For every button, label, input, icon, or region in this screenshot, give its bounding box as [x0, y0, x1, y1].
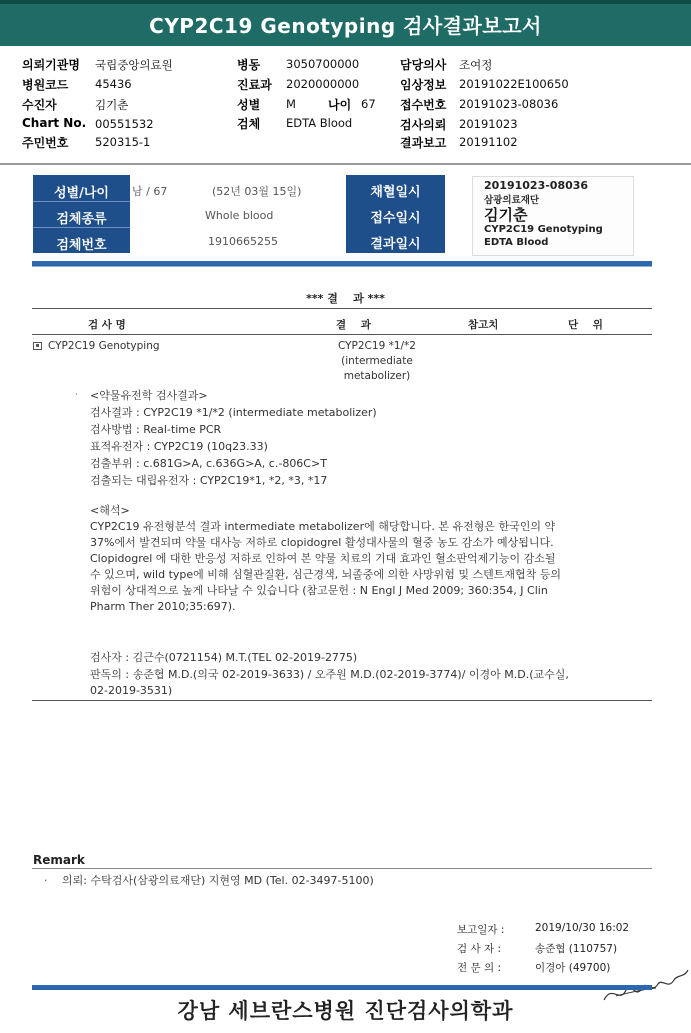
pharmaco-line: 검사방법 : Real-time PCR: [90, 423, 222, 436]
header-value-request-date: 20191023: [459, 117, 518, 131]
header-value-report-date: 20191102: [459, 135, 518, 149]
header-value-institution: 국립중앙의료원: [95, 58, 173, 72]
header-label-sex: 성별: [237, 98, 261, 112]
row-result-line2: (intermediate: [341, 355, 413, 367]
label-specimen-no: 검체번호: [56, 238, 107, 253]
remark-heading: Remark: [33, 853, 85, 867]
header-label-department: 진료과: [237, 78, 272, 92]
label-card-patient-name: 김기춘: [484, 206, 528, 224]
blue-stripe-thin: [32, 266, 652, 267]
interpretation-line: 수 있으며, wild type에 비해 심혈관질환, 심근경색, 뇌졸중에 의한 사망위험 및 스텐트재협착 등의: [90, 568, 562, 581]
staff-technician: 검사자 : 김근수(0721154) M.T.(TEL 02-2019-2775): [90, 651, 358, 664]
label-card-test-name: CYP2C19 Genotyping: [484, 224, 603, 235]
header-label-resident-no: 주민번호: [22, 136, 69, 150]
header-label-doctor: 담당의사: [400, 58, 447, 72]
header-value-ward: 3050700000: [286, 57, 360, 71]
report-title: CYP2C19 Genotyping 검사결과보고서: [149, 14, 542, 38]
label-receipt-datetime: 접수일시: [370, 211, 421, 226]
label-specimen-type: 검체종류: [56, 212, 107, 227]
header-label-report-date: 결과보고: [400, 136, 447, 150]
label-card-receipt-no: 20191023-08036: [484, 179, 589, 192]
signoff-value-report-date: 2019/10/30 16:02: [535, 922, 630, 934]
signoff-value-examiner: 송준협 (110757): [535, 943, 618, 955]
signoff-label-report-date: 보고일자 :: [457, 924, 505, 936]
header-label-receipt-no: 접수번호: [400, 98, 447, 112]
header-value-doctor: 조여정: [459, 58, 493, 72]
value-specimen-type: Whole blood: [205, 209, 274, 222]
label-result-datetime: 결과일시: [370, 237, 421, 252]
header-value-clinical-info: 20191022E100650: [459, 77, 569, 91]
signoff-label-examiner: 검 사 자 :: [457, 943, 501, 955]
row-result-line3: metabolizer): [343, 370, 411, 382]
column-test-name: 검 사 명: [88, 319, 126, 331]
signoff-label-specialist: 전 문 의 :: [457, 962, 501, 974]
label-card-specimen: EDTA Blood: [484, 237, 549, 248]
staff-pathologists: 판독의 : 송준협 M.D.(의국 02-2019-3633) / 오주원 M.D.(02-2019-3774)/ 이경아 M.D.(교수실,: [90, 668, 569, 681]
label-card-lab-name: 삼광의료재단: [484, 195, 540, 206]
header-value-resident-no: 520315-1: [95, 135, 151, 149]
divider: [33, 201, 130, 202]
blue-stripe-bottom: [32, 985, 652, 990]
pharmaco-line: 검사결과 : CYP2C19 *1/*2 (intermediate metabolizer): [90, 406, 377, 419]
label-draw-datetime: 채혈일시: [370, 185, 421, 200]
interpretation-heading: <해석>: [90, 504, 130, 517]
header-label-request-date: 검사의뢰: [400, 118, 447, 132]
pharmaco-line: 표적유전자 : CYP2C19 (10q23.33): [90, 440, 268, 453]
header-label-ward: 병동: [237, 58, 261, 72]
rule: [32, 308, 652, 309]
header-value-receipt-no: 20191023-08036: [459, 97, 559, 111]
label-sex-age: 성별/나이: [54, 186, 109, 201]
interpretation-line: 37%에서 발견되며 약물 대사능 저하로 clopidogrel 활성대사물의 혈중 농도 감소가 예상됩니다.: [90, 536, 554, 549]
column-result: 결 과: [336, 319, 371, 331]
signoff-value-specialist: 이경아 (49700): [535, 962, 611, 974]
header-label-specimen: 검체: [237, 117, 261, 131]
header-label-chart-no: Chart No.: [22, 116, 87, 130]
column-reference: 참고치: [468, 319, 499, 331]
rule: [32, 334, 652, 335]
bullet-icon: ·: [75, 390, 78, 400]
rule: [32, 868, 652, 869]
remark-bullet: ·: [44, 874, 48, 887]
remark-text: 의뢰: 수탁검사(삼광의료재단) 지현영 MD (Tel. 02-3497-5100): [62, 874, 374, 887]
header-value-specimen: EDTA Blood: [286, 116, 353, 130]
header-value-age: 67: [361, 97, 376, 111]
header-label-clinical-info: 임상정보: [400, 78, 447, 92]
interpretation-line: CYP2C19 유전형분석 결과 intermediate metabolizer에 해당합니다. 본 유전형은 한국인의 약: [90, 520, 556, 533]
header-label-patient: 수진자: [22, 98, 57, 112]
pharmaco-line: 검출되는 대립유전자 : CYP2C19*1, *2, *3, *17: [90, 474, 328, 487]
header-label-hospital-code: 병원코드: [22, 78, 69, 92]
staff-pathologists-cont: 02-2019-3531): [90, 684, 173, 697]
row-test-name: CYP2C19 Genotyping: [48, 340, 160, 352]
results-heading: *** 결 과 ***: [306, 292, 385, 305]
header-value-sex: M: [286, 97, 296, 111]
header-value-department: 2020000000: [286, 77, 360, 91]
header-value-chart-no: 00551532: [95, 117, 154, 131]
header-divider: [0, 163, 691, 165]
footer-department: 강남 세브란스병원 진단검사의학과: [177, 999, 514, 1023]
value-specimen-no: 1910665255: [208, 235, 278, 248]
column-unit: 단 위: [568, 319, 603, 331]
interpretation-line: Pharm Ther 2010;35:697).: [90, 600, 236, 613]
test-marker-icon: ▪: [33, 342, 42, 350]
pharmaco-line: 검출부위 : c.681G>A, c.636G>A, c.-806C>T: [90, 457, 327, 470]
divider: [33, 227, 130, 228]
value-sex-age: 남 / 67: [132, 185, 168, 198]
header-value-patient: 김기춘: [95, 98, 129, 112]
rule: [32, 700, 652, 701]
header-label-age: 나이: [328, 98, 352, 112]
header-value-hospital-code: 45436: [95, 77, 132, 91]
interpretation-line: 위험이 상대적으로 높게 나타날 수 있습니다 (참고문헌 : N Engl J Med 2009; 360:354, J Clin: [90, 584, 548, 597]
value-birth-date: (52년 03월 15일): [212, 185, 302, 198]
pharmaco-heading: <약물유전학 검사결과>: [90, 389, 208, 402]
row-result-line1: CYP2C19 *1/*2: [337, 340, 416, 352]
header-label-institution: 의뢰기관명: [22, 58, 80, 72]
interpretation-line: Clopidogrel 에 대한 반응성 저하로 인하여 본 약물 치료의 기대 효과인 혈소판억제기능이 감소될: [90, 552, 556, 565]
